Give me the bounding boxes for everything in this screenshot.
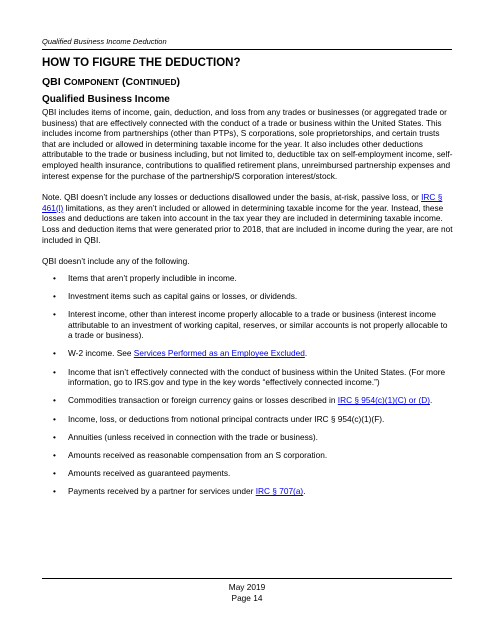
main-content	[42, 56, 454, 505]
exclusions-list	[42, 273, 454, 497]
bullet-icon: •	[53, 486, 56, 497]
list-item-text: Income that isn’t effectively connected with the conduct of business within the United States. (For more information, go to IRS.gov and type in the key words “effectively connected income.”)	[68, 366, 446, 388]
list-item-text: Commodities transaction or foreign currency gains or losses described in	[68, 395, 338, 406]
list-item	[42, 367, 454, 388]
list-item-text: Payments received by a partner for services under	[68, 486, 256, 497]
list-item-text-after: .	[303, 486, 306, 497]
list-item	[42, 432, 454, 443]
irc-461l-link[interactable]: IRC § 461(l)	[42, 192, 443, 213]
bullet-icon: •	[53, 366, 56, 377]
bullet-icon: •	[53, 395, 56, 406]
list-item-link[interactable]: IRC § 954(c)(1)(C) or (D)	[337, 395, 430, 406]
list-item-text-after: .	[304, 348, 308, 359]
list-item-text-after: .	[429, 395, 433, 406]
running-header: Qualified Business Income Deduction	[42, 37, 167, 46]
list-item	[42, 348, 454, 359]
bullet-icon: •	[53, 413, 56, 424]
list-item	[42, 450, 454, 461]
section-heading-paren-close: )	[176, 76, 180, 88]
footer-date: May 2019	[228, 582, 266, 592]
list-item-text: W-2 income. See	[68, 348, 134, 359]
bullet-icon: •	[53, 290, 56, 301]
list-item-link[interactable]: Services Performed as an Employee Excluded	[133, 348, 305, 359]
section-heading-word1: OMPONENT	[71, 77, 120, 87]
list-item-text: Income, loss, or deductions from notional principal contracts under IRC § 954(c)(1)(F).	[68, 413, 385, 424]
note-paragraph	[42, 192, 454, 245]
bullet-icon: •	[53, 272, 56, 283]
section-heading-word2: ONTINUED	[133, 77, 177, 87]
section-heading-lead: QBI C	[42, 76, 72, 88]
bullet-icon: •	[53, 450, 56, 460]
list-item-text: Interest income, other than interest income properly allocable to a trade or business (interest income attributable to an investment of working capital, reserves, or similar accounts is not properly allocable to a trade or business).	[68, 309, 448, 341]
list-item	[42, 395, 454, 406]
exclusions-intro: QBI doesn’t include any of the following.	[42, 256, 190, 267]
list-item-text: Annuities (unless received in connection with the trade or business).	[68, 431, 318, 442]
section-heading	[42, 76, 454, 89]
list-item	[42, 273, 454, 284]
subsection-heading: Qualified Business Income	[42, 94, 170, 105]
section-heading-paren-open: (C	[119, 76, 134, 88]
list-item-text: Amounts received as guaranteed payments.	[68, 468, 231, 479]
bullet-icon: •	[53, 431, 56, 442]
list-item-link[interactable]: IRC § 707(a)	[255, 486, 304, 497]
list-item	[42, 291, 454, 302]
list-item	[42, 309, 454, 341]
list-item-text: Amounts received as reasonable compensation from an S corporation.	[68, 450, 328, 460]
list-item	[42, 414, 454, 425]
bullet-icon: •	[53, 309, 56, 320]
bullet-icon: •	[53, 468, 56, 479]
list-item	[42, 486, 454, 497]
bullet-icon: •	[53, 348, 56, 359]
note-text-after: limitations, as they aren’t included or allowed in determining taxable income for the year. Instead, these losses and deductions are taken into account in the tax year they are included in determining taxable income. Loss and deduction items that were generated prior to 2018, that are included in income during the year, are not included in QBI.	[42, 202, 453, 245]
header-divider	[42, 49, 452, 50]
list-item	[42, 468, 454, 479]
list-item-text: Items that aren’t properly includible in income.	[68, 272, 237, 283]
page-title: HOW TO FIGURE THE DEDUCTION?	[42, 57, 241, 69]
page-footer	[0, 582, 494, 604]
qbi-definition-paragraph: QBI includes items of income, gain, deduction, and loss from any trades or businesses (or aggregated trade or business) that are effectively connected with the conduct of a trade or business within the United States. This includes income from partnerships (other than PTPs), S corporations, sole proprietorships, and certain trusts that are included or allowed in determining taxable income for the year. It also includes other deductions attributable to the trade or business including, but not limited to, deductible tax on self-employment income, self-employed health insurance, contributions to qualified retirement plans, unreimbursed partnership expenses and interest expense for the purchase of the partnership/S corporation interest/stock.	[42, 107, 453, 181]
note-text-before: Note. QBI doesn’t include any losses or deductions disallowed under the basis, at-risk, passive loss, or	[42, 192, 422, 203]
footer-divider	[42, 578, 452, 579]
list-item-text: Investment items such as capital gains or losses, or dividends.	[68, 290, 298, 301]
footer-page-number: Page 14	[231, 593, 263, 603]
